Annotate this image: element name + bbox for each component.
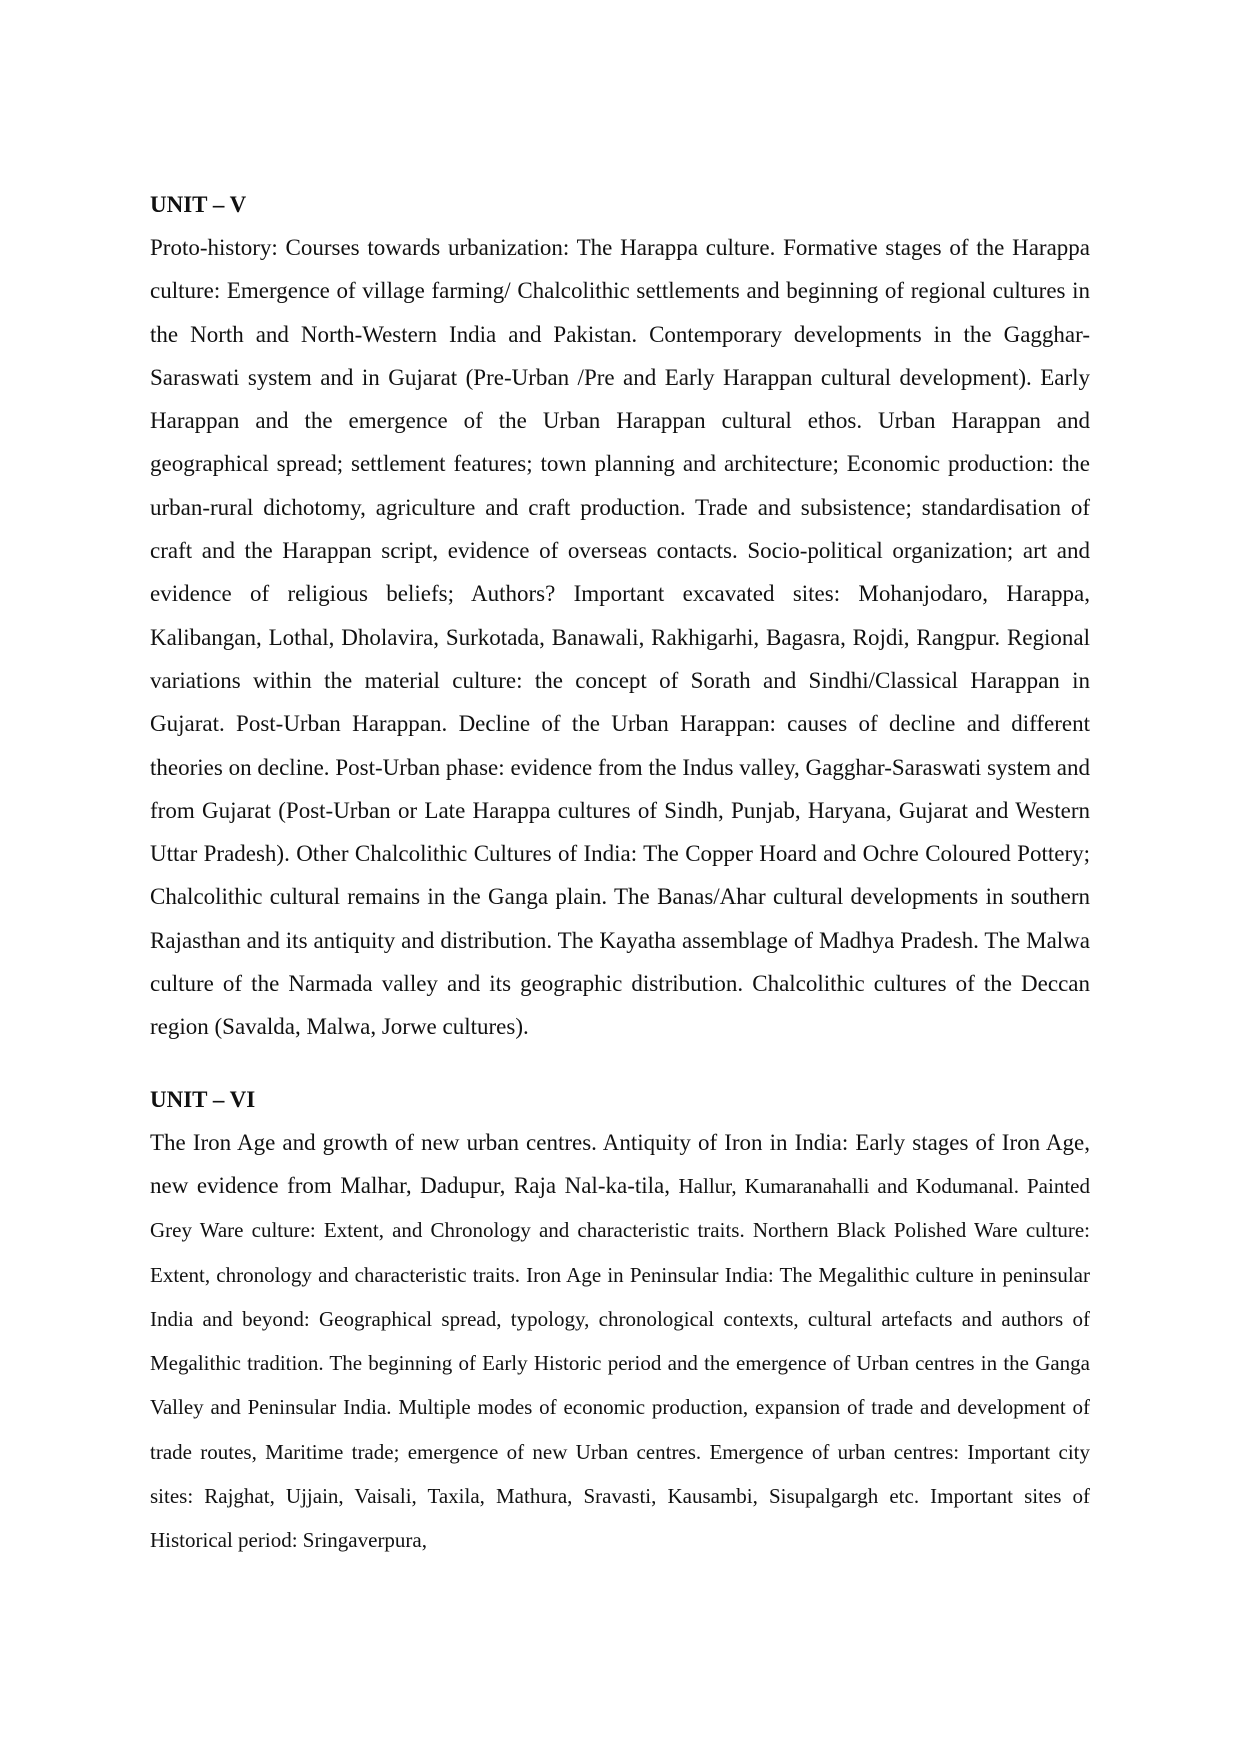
unit-v-body: Proto-history: Courses towards urbanization: The Harappa culture. Formative stages of the Harappa culture: Emergence of village farming/ Chalcolithic settlements and beginning of regional cultures in the North and North-Western India and Pakistan. Contemporary developments in the Gagghar-Saraswati system and in Gujarat (Pre-Urban /Pre and Early Harappan cultural development). Early Harappan and the emergence of the Urban Harappan cultural ethos. Urban Harappan and geographical spread; settlement features; town planning and architecture; Economic production: the urban-rural dichotomy, agriculture and craft production. Trade and subsistence; standardisation of craft and the Harappan script, evidence of overseas contacts. Socio-political organization; art and evidence of religious beliefs; Authors? Important excavated sites: Mohanjodaro, Harappa, Kalibangan, Lothal, Dholavira, Surkotada, Banawali, Rakhigarhi, Bagasra, Rojdi, Rangpur. Regional variations within the material culture: the concept of Sorath and Sindhi/Classical Harappan in Gujarat. Post-Urban Harappan. Decline of the Urban Harappan: causes of decline and different theories on decline. Post-Urban phase: evidence from the Indus valley, Gagghar-Saraswati system and from Gujarat (Post-Urban or Late Harappa cultures of Sindh, Punjab, Haryana, Gujarat and Western Uttar Pradesh). Other Chalcolithic Cultures of India: The Copper Hoard and Ochre Coloured Pottery; Chalcolithic cultural remains in the Ganga plain. The Banas/Ahar cultural developments in southern Rajasthan and its antiquity and distribution. The Kayatha assemblage of Madhya Pradesh. The Malwa culture of the Narmada valley and its geographic distribution. Chalcolithic cultures of the Deccan region (Savalda, Malwa, Jorwe cultures). <box>150 235 1090 1040</box>
unit-vi-heading: UNIT – VI <box>150 1086 256 1112</box>
unit-vi-body-part1: The Iron Age and growth of new urban centres. Antiquity of Iron in India: Early stages of Iron Age, new evidence from Malhar, Dadupur, Raja Nal-ka-tila, <box>150 1129 1090 1198</box>
document-page <box>150 190 1090 1563</box>
unit-v-section <box>150 190 1090 1049</box>
unit-vi-body <box>150 1121 1090 1563</box>
unit-vi-section <box>150 1085 1090 1563</box>
unit-vi-body-part2: Hallur, Kumaranahalli and Kodumanal. Painted Grey Ware culture: Extent, and Chronology and characteristic traits. Northern Black Polished Ware culture: Extent, chronology and characteristic traits. Iron Age in Peninsular India: The Megalithic culture in peninsular India and beyond: Geographical spread, typology, chronological contexts, cultural artefacts and authors of Megalithic tradition. The beginning of Early Historic period and the emergence of Urban centres in the Ganga Valley and Peninsular India. Multiple modes of economic production, expansion of trade and development of trade routes, Maritime trade; emergence of new Urban centres. Emergence of urban centres: Important city sites: Rajghat, Ujjain, Vaisali, Taxila, Mathura, Sravasti, Kausambi, Sisupalgargh etc. Important sites of Historical period: Sringaverpura, <box>150 1173 1090 1553</box>
unit-v-heading: UNIT – V <box>150 192 247 217</box>
